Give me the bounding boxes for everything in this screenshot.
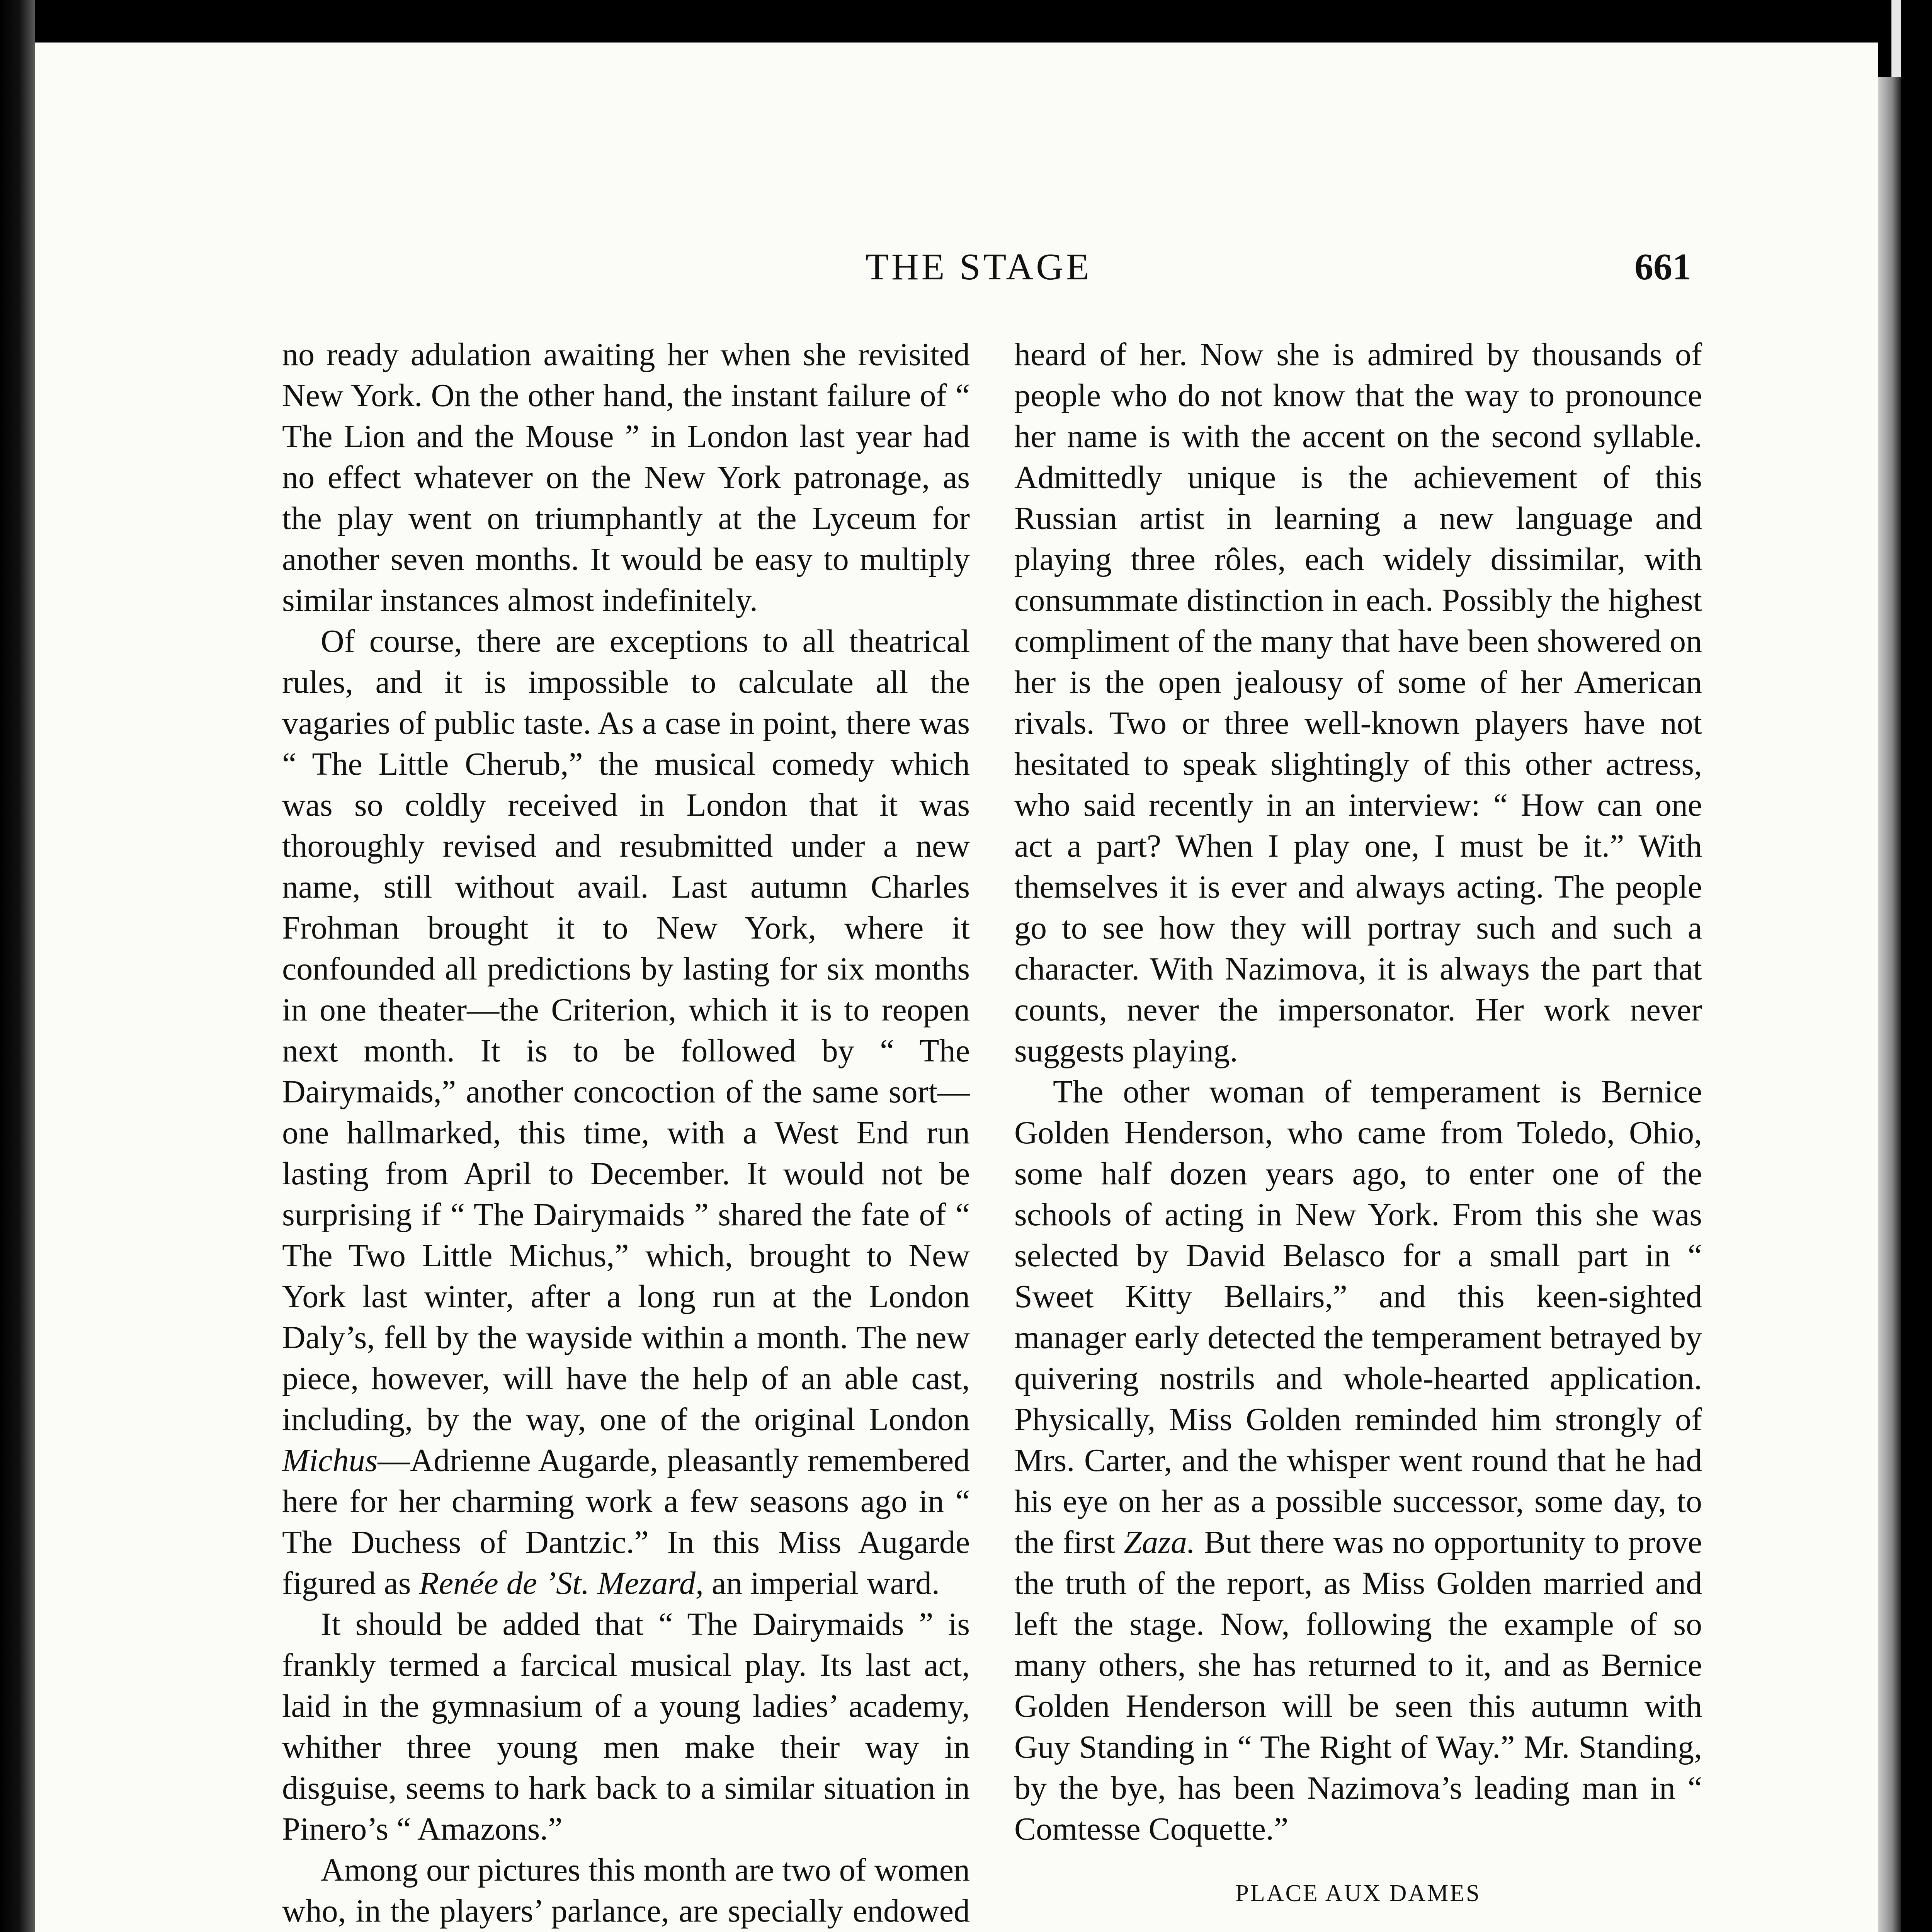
- italic-text: Michus: [282, 1442, 378, 1478]
- text-run: an imperial ward.: [703, 1565, 940, 1601]
- section-heading: PLACE AUX DAMES: [1235, 1880, 1481, 1906]
- paragraph: [1014, 1071, 1702, 1850]
- italic-text: Renée de ’St. Mezard,: [419, 1565, 704, 1601]
- paragraph: [282, 621, 970, 1604]
- right-column: [1014, 334, 1702, 1932]
- running-head: THE STAGE: [866, 246, 1092, 288]
- left-column: [282, 334, 970, 1932]
- text-run: —Adrienne Augarde, pleasantly remembered here for her charming work a few seasons ago in “ The Duchess of Dantzic.” In this Miss Augarde figured as: [282, 1442, 970, 1601]
- scan-speck: [1387, 12, 1393, 17]
- book-binding-shadow: [0, 0, 35, 1932]
- italic-text: Zaza.: [1124, 1524, 1195, 1560]
- paragraph: Among our pictures this month are two of women who, in the players’ parlance, are specially endowed: [282, 1852, 970, 1929]
- text-run: The other woman of temperament is Bernice Golden Henderson, who came from Toledo, Ohio, some half dozen years ago, to enter one of the schools of acting in New York. From this she was selected by David Belasco for a small part in “ Sweet Kitty Bellairs,” and this keen-sighted manager early detected the temperament betrayed by quivering nostrils and whole-hearted application. Physically, Miss Golden reminded him strongly of Mrs. Carter, and the whisper went round that he had his eye on her as a possible successor, some day, to the first: [1014, 1074, 1702, 1560]
- paragraph: no ready adulation awaiting her when she revisited New York. On the other hand, the instant failure of “ The Lion and the Mouse ” in London last year had no effect whatever on the New York patronage, as the play went on triumphantly at the Lyceum for another seven months. It would be easy to multiply similar instances almost indefinitely.: [282, 337, 970, 618]
- page-edge-shadow: [1878, 77, 1901, 1932]
- text-run: Of course, there are exceptions to all theatrical rules, and it is impossible to calculate all the vagaries of public taste. As a case in point, there was “ The Little Cherub,” the musical comedy which was so coldly received in London that it was thoroughly revised and resubmitted under a new name, still without avail. Last autumn Charles Frohman brought it to New York, where it confounded all predictions by lasting for six months in one theater—the Criterion, which it is to reopen next month. It is to be followed by “ The Dairymaids,” another concoction of the same sort—one hallmarked, this time, with a West End run lasting from April to December. It would not be surprising if “ The Dairymaids ” shared the fate of “ The Two Little Michus,” which, brought to New York last winter, after a long run at the London Daly’s, fell by the wayside within a month. The new piece, however, will have the help of an able cast, including, by the way, one of the original London: [282, 623, 970, 1437]
- paragraph: heard of her. Now she is admired by thousands of people who do not know that the way to pronounce her name is with the accent on the second syllable. Admittedly unique is the achievement of this Russian artist in learning a new language and playing three rôles, each widely dissimilar, with consummate distinction in each. Possibly the highest compliment of the many that have been showered on her is the open jealousy of some of her American rivals. Two or three well-known players have not hesitated to speak slightingly of this other actress, who said recently in an interview: “ How can one act a part? When I play one, I must be it.” With themselves it is ever and always acting. The people go to see how they will portray such and such a character. With Nazimova, it is always the part that counts, never the impersonator. Her work never suggests playing.: [1014, 337, 1702, 1069]
- text-run: But there was no opportunity to prove the truth of the report, as Miss Golden married and left the stage. Now, following the example of so many others, she has returned to it, and as Bernice Golden Henderson will be seen this autumn with Guy Standing in “ The Right of Way.” Mr. Standing, by the bye, has been Nazimova’s leading man in “ Comtesse Coquette.”: [1014, 1524, 1702, 1847]
- page-number: 661: [1634, 246, 1691, 288]
- paragraph: It should be added that “ The Dairymaids ” is frankly termed a farcical musical play. Its last act, laid in the gymnasium of a young ladies’ academy, whither three young men make their way in disguise, seems to hark back to a similar situation in Pinero’s “ Amazons.”: [282, 1606, 970, 1847]
